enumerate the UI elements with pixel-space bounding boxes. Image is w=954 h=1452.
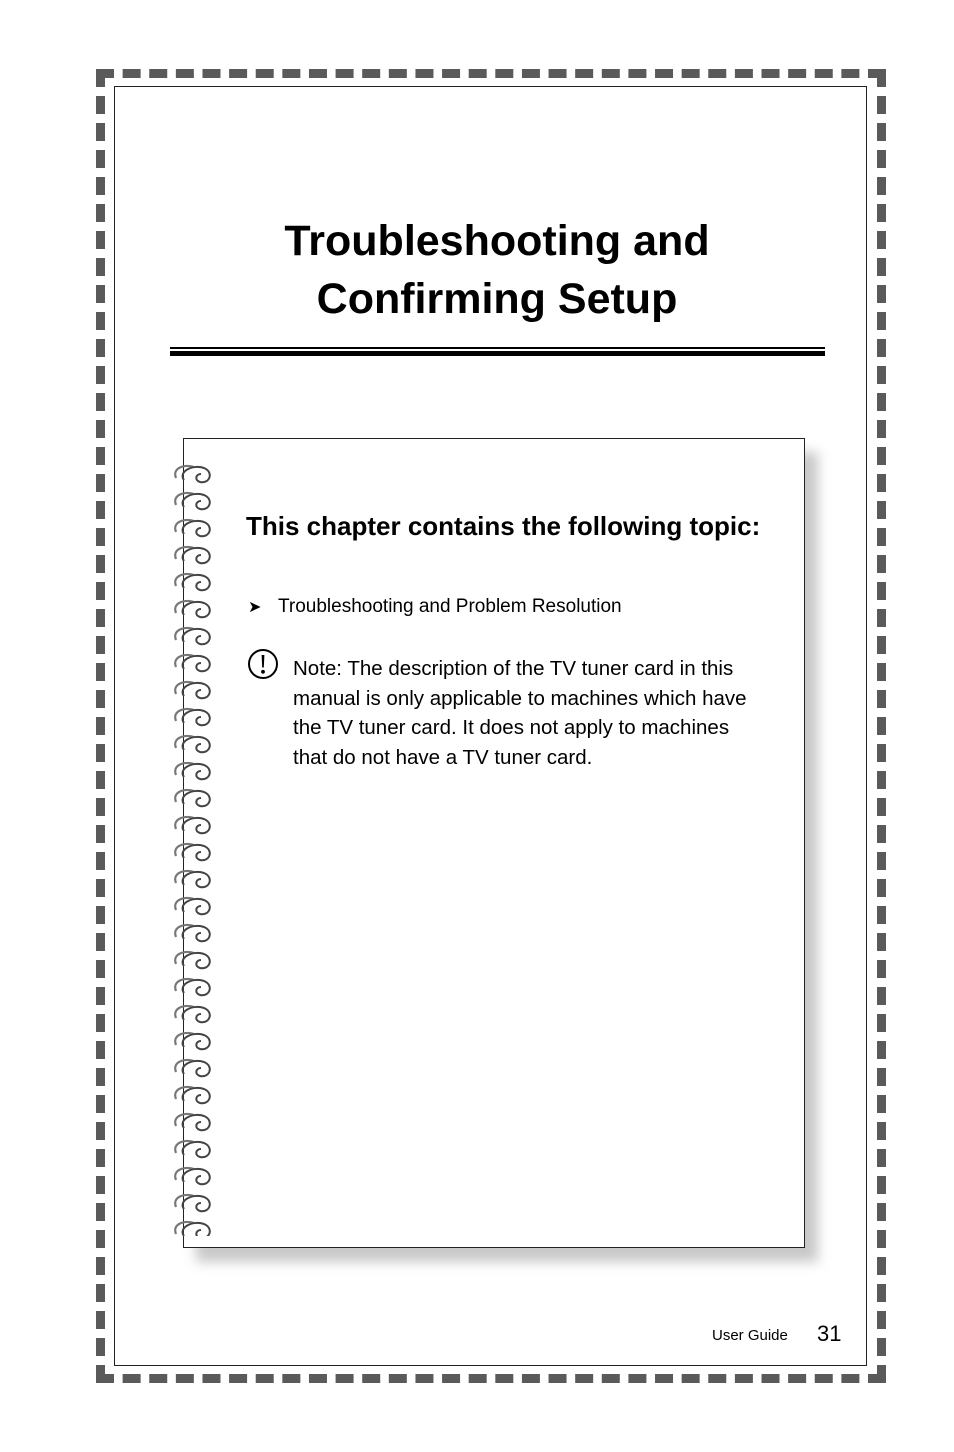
chapter-title-line-2: Confirming Setup [316,275,678,323]
card-heading: This chapter contains the following topic: [246,511,761,541]
note-label: Note: [293,657,342,680]
note-text [293,654,763,772]
topic-list-item [248,594,622,621]
chapter-title [150,212,844,328]
topic-label: Troubleshooting and Problem Resolution [278,596,622,617]
footer-label: User Guide [712,1327,788,1344]
page-number: 31 [817,1321,842,1346]
title-divider [170,347,825,356]
exclamation-icon [247,648,279,680]
spiral-binding-icon [170,460,216,1236]
chapter-title-line-1: Troubleshooting and [284,217,710,265]
notebook-card [183,438,805,1248]
note-body: The description of the TV tuner card in this manual is only applicable to machines which have the TV tuner card. It does not apply to machines that do not have a TV tuner card. [293,657,747,769]
arrow-bullet-icon: ➤ [248,599,262,616]
